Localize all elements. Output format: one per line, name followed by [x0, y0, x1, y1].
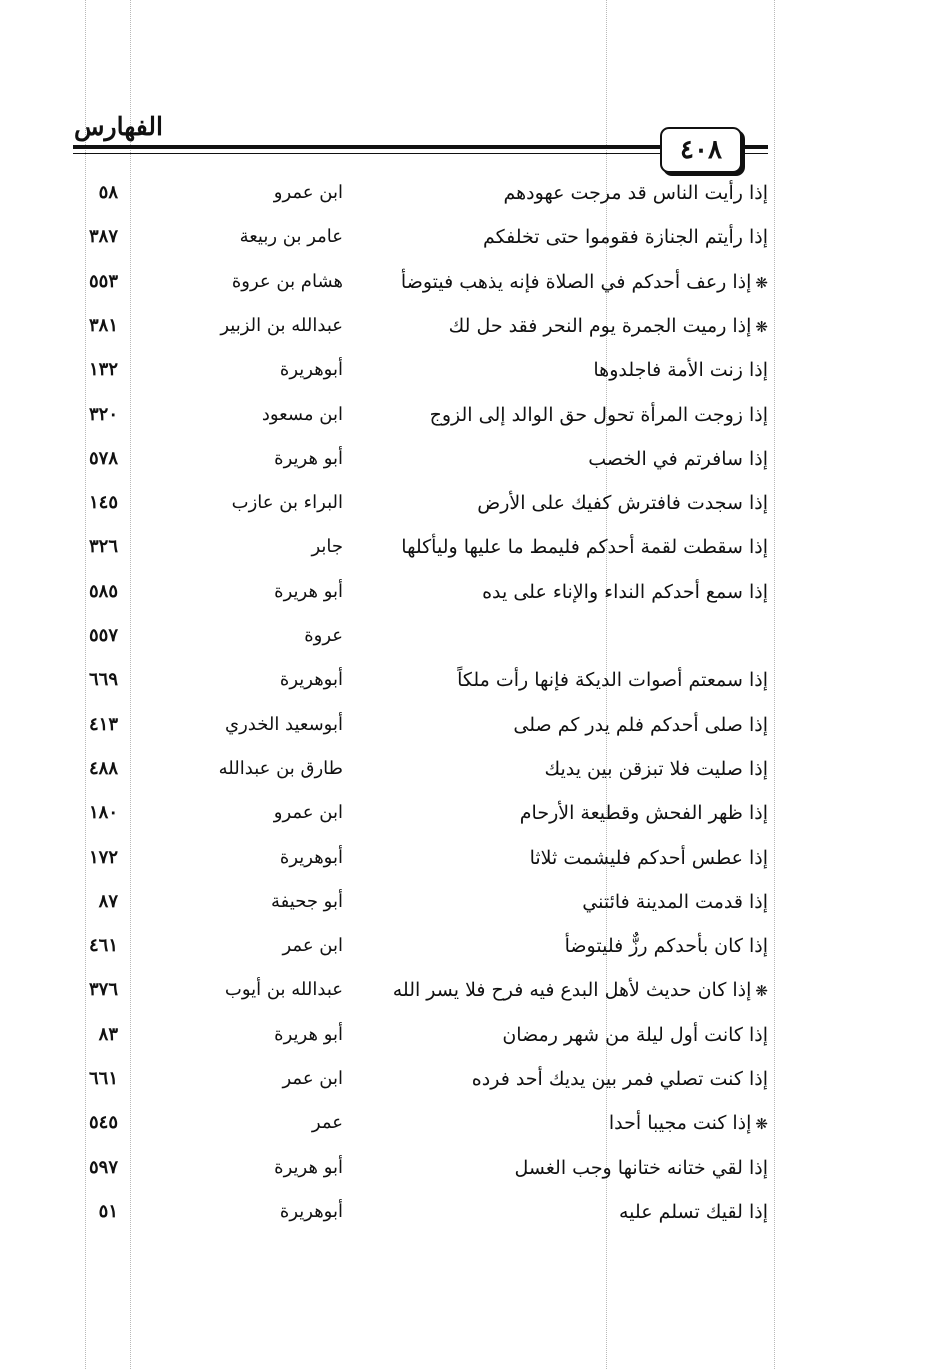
- index-row: [0, 399, 941, 431]
- page-number-badge: ٤٠٨: [660, 127, 742, 173]
- narrator-name: أبو هريرة: [274, 448, 343, 469]
- index-row: [0, 842, 941, 874]
- index-row: [0, 974, 941, 1006]
- hadith-text-label: إذا كانت أول ليلة من شهر رمضان: [502, 1024, 768, 1046]
- index-row: [0, 797, 941, 829]
- hadith-text-label: إذا قدمت المدينة فائتني: [582, 891, 768, 913]
- hadith-text-label: إذا سقطت لقمة أحدكم فليمط ما عليها وليأكلها: [401, 536, 768, 558]
- hadith-text: [400, 1196, 768, 1228]
- page-title: الفهارس: [74, 112, 163, 141]
- narrator-name: عمر: [311, 1112, 343, 1133]
- narrator-name: ابن مسعود: [261, 404, 343, 425]
- hadith-text-label: إذا كان بأحدكم رزٌّ فليتوضأ: [564, 935, 768, 957]
- index-row: [0, 753, 941, 785]
- page-reference: ٣٨١: [88, 315, 118, 336]
- page-reference: ٥٥٧: [88, 625, 118, 646]
- narrator-name: أبوهريرة: [279, 1201, 343, 1222]
- hadith-text: [400, 842, 768, 874]
- hadith-text: [400, 177, 768, 209]
- page-reference: ٦٦٩: [88, 669, 118, 690]
- page-reference: ٥٩٧: [88, 1157, 118, 1178]
- page-reference: ١٤٥: [88, 492, 118, 513]
- hadith-text: [400, 266, 768, 298]
- hadith-text-label: إذا كنت تصلي فمر بين يديك أحد فرده: [471, 1068, 768, 1090]
- page-reference: ٥٨٥: [88, 581, 118, 602]
- hadith-text: [400, 576, 768, 608]
- page-reference: ٥٨: [98, 182, 118, 203]
- hadith-text: [400, 620, 768, 652]
- page-reference: ٥١: [98, 1201, 118, 1222]
- hadith-text: [400, 487, 768, 519]
- hadith-text: [400, 310, 768, 342]
- star-marker-icon: ❋: [755, 274, 768, 292]
- hadith-text-label: إذا رأيت الناس قد مرجت عهودهم: [503, 182, 768, 204]
- page-reference: ٨٧: [98, 891, 118, 912]
- narrator-name: أبوسعيد الخدري: [224, 714, 343, 735]
- hadith-text-label: إذا صليت فلا تبزقن بين يديك: [544, 758, 768, 780]
- index-row: [0, 886, 941, 918]
- hadith-text: [400, 797, 768, 829]
- page-reference: ٥٧٨: [88, 448, 118, 469]
- page-reference: ٤٨٨: [88, 758, 118, 779]
- hadith-text: [400, 709, 768, 741]
- hadith-text: [400, 1063, 768, 1095]
- index-row: [0, 443, 941, 475]
- hadith-text: [400, 1107, 768, 1139]
- narrator-name: أبو هريرة: [274, 1157, 343, 1178]
- hadith-text-label: إذا سمعتم أصوات الديكة فإنها رأت ملكاً: [457, 669, 768, 691]
- narrator-name: أبوهريرة: [279, 847, 343, 868]
- hadith-text-label: إذا سجدت فافترش كفيك على الأرض: [477, 492, 768, 514]
- hadith-text-label: إذا لقيك تسلم عليه: [618, 1201, 768, 1223]
- hadith-text: [400, 930, 768, 962]
- index-row: [0, 1063, 941, 1095]
- hadith-text-label: إذا رميت الجمرة يوم النحر فقد حل لك: [448, 315, 752, 337]
- index-row: [0, 930, 941, 962]
- index-row: [0, 177, 941, 209]
- index-row: [0, 709, 941, 741]
- star-marker-icon: ❋: [755, 1115, 768, 1133]
- hadith-text: [400, 221, 768, 253]
- index-row: [0, 221, 941, 253]
- hadith-text-label: إذا كان حديث لأهل البدع فيه فرح فلا يسر الله: [392, 979, 752, 1001]
- index-row: [0, 1107, 941, 1139]
- narrator-name: هشام بن عروة: [231, 271, 343, 292]
- narrator-name: ابن عمرو: [273, 182, 343, 203]
- hadith-text-label: إذا رعف أحدكم في الصلاة فإنه يذهب فيتوضأ: [400, 271, 752, 293]
- narrator-name: ابن عمرو: [273, 802, 343, 823]
- star-marker-icon: ❋: [755, 982, 768, 1000]
- page-reference: ٥٥٣: [88, 271, 118, 292]
- page-reference: ٨٣: [98, 1024, 118, 1045]
- hadith-text-label: إذا كنت مجيبا أحدا: [608, 1112, 752, 1134]
- page-reference: ٤٦١: [88, 935, 118, 956]
- narrator-name: أبو جحيفة: [271, 891, 343, 912]
- page-reference: ٣٢٦: [88, 536, 118, 557]
- narrator-name: ابن عمر: [282, 935, 343, 956]
- narrator-name: طارق بن عبدالله: [218, 758, 343, 779]
- hadith-text-label: إذا عطس أحدكم فليشمت ثلاثا: [529, 847, 768, 869]
- narrator-name: عبدالله بن أيوب: [224, 979, 343, 1000]
- hadith-text-label: إذا لقي ختانه ختانها وجب الغسل: [514, 1157, 768, 1179]
- narrator-name: ابن عمر: [282, 1068, 343, 1089]
- hadith-text-label: إذا زنت الأمة فاجلدوها: [593, 359, 768, 381]
- narrator-name: عامر بن ربيعة: [239, 226, 343, 247]
- page-reference: ٣٧٦: [88, 979, 118, 1000]
- page-reference: ٦٦١: [88, 1068, 118, 1089]
- star-marker-icon: ❋: [755, 318, 768, 336]
- index-row: [0, 576, 941, 608]
- narrator-name: أبو هريرة: [274, 1024, 343, 1045]
- hadith-text-label: إذا صلى أحدكم فلم يدر كم صلى: [513, 714, 768, 736]
- page-reference: ٣٨٧: [88, 226, 118, 247]
- narrator-name: أبو هريرة: [274, 581, 343, 602]
- hadith-text-label: إذا رأيتم الجنازة فقوموا حتى تخلفكم: [482, 226, 768, 248]
- hadith-text: [400, 1152, 768, 1184]
- hadith-text: [392, 974, 768, 1006]
- page-reference: ١٧٢: [88, 847, 118, 868]
- narrator-name: أبوهريرة: [279, 359, 343, 380]
- hadith-text-label: إذا زوجت المرأة تحول حق الوالد إلى الزوج: [429, 404, 768, 426]
- index-row: [0, 354, 941, 386]
- hadith-text-label: إذا سافرتم في الخصب: [588, 448, 768, 470]
- hadith-text: [400, 399, 768, 431]
- index-row: [0, 1152, 941, 1184]
- index-row: [0, 1019, 941, 1051]
- index-row: [0, 664, 941, 696]
- hadith-text-label: إذا ظهر الفحش وقطيعة الأرحام: [519, 802, 768, 824]
- hadith-text: [400, 531, 768, 563]
- page-reference: ١٨٠: [88, 802, 118, 823]
- hadith-text: [400, 1019, 768, 1051]
- page-reference: ٣٢٠: [88, 404, 118, 425]
- hadith-text: [400, 664, 768, 696]
- hadith-text: [400, 753, 768, 785]
- index-row: [0, 1196, 941, 1228]
- index-row: [0, 266, 941, 298]
- page-reference: ٤١٣: [88, 714, 118, 735]
- narrator-name: عروة: [304, 625, 343, 646]
- narrator-name: جابر: [311, 536, 343, 557]
- hadith-text: [400, 354, 768, 386]
- narrator-name: البراء بن عازب: [231, 492, 343, 513]
- page-reference: ٥٤٥: [88, 1112, 118, 1133]
- narrator-name: أبوهريرة: [279, 669, 343, 690]
- hadith-text: [400, 886, 768, 918]
- index-row: [0, 531, 941, 563]
- index-row: [0, 620, 941, 652]
- index-row: [0, 487, 941, 519]
- hadith-text: [400, 443, 768, 475]
- narrator-name: عبدالله بن الزبير: [220, 315, 343, 336]
- index-row: [0, 310, 941, 342]
- hadith-text-label: إذا سمع أحدكم النداء والإناء على يده: [482, 581, 768, 603]
- page-reference: ١٣٢: [88, 359, 118, 380]
